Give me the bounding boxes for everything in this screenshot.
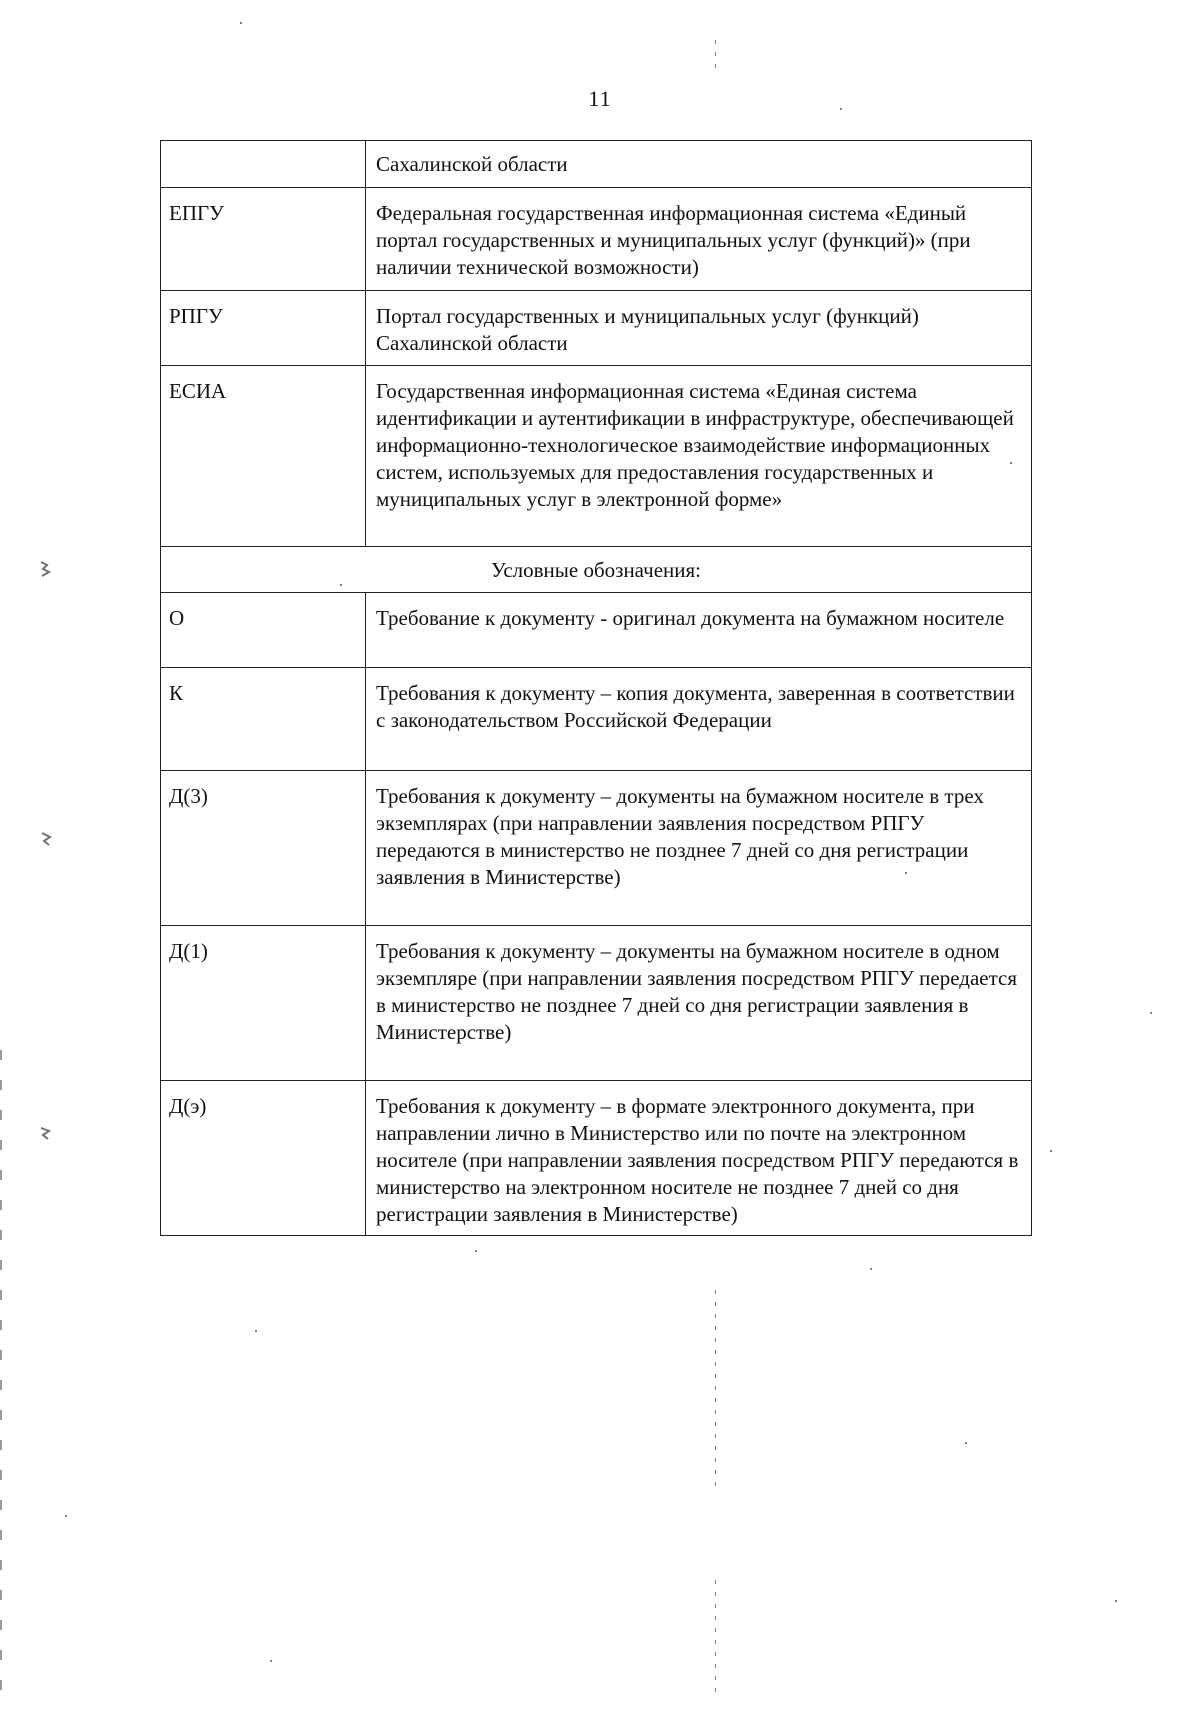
legend-row	[161, 593, 1032, 668]
abbr-cell: ЕСИА	[161, 366, 366, 547]
table-row	[161, 141, 1032, 188]
scan-speck	[1115, 1600, 1117, 1602]
legend-desc-cell: Требования к документу – документы на бумажном носителе в трех экземплярах (при направлении заявления посредством РПГУ передаются в министерство не позднее 7 дней со дня регистрации заявления в Министерстве)	[366, 771, 1032, 926]
legend-abbr-cell: Д(1)	[161, 926, 366, 1081]
scan-speck	[65, 1515, 67, 1517]
scan-speck	[905, 872, 907, 874]
scan-edge-mark	[0, 1050, 2, 1710]
desc-cell: Государственная информационная система «Единая система идентификации и аутентификации в инфраструктуре, обеспечивающей информационно-технологическое взаимодействие информационных систем, используемых для предоставления государственных и муниципальных услуг в электронной форме»	[366, 366, 1032, 547]
abbr-cell: РПГУ	[161, 291, 366, 366]
legend-row	[161, 926, 1032, 1081]
legend-desc-cell: Требования к документу – документы на бумажном носителе в одном экземпляре (при направлении заявления посредством РПГУ передается в министерство не позднее 7 дней со дня регистрации заявления в Министерстве)	[366, 926, 1032, 1081]
section-title: Условные обозначения:	[161, 547, 1032, 593]
scan-dash-mark	[715, 1580, 716, 1700]
desc-cell: Федеральная государственная информационная система «Единый портал государственных и муниципальных услуг (функций)» (при наличии технической возможности)	[366, 188, 1032, 291]
legend-abbr-cell: К	[161, 668, 366, 771]
scan-dash-mark	[715, 1290, 716, 1490]
scan-speck	[1150, 1012, 1152, 1014]
scan-blot-icon	[38, 1125, 52, 1143]
legend-desc-cell: Требования к документу – копия документа, заверенная в соответствии с законодательством Российской Федерации	[366, 668, 1032, 771]
legend-abbr-cell: Д(э)	[161, 1081, 366, 1236]
abbr-cell: ЕПГУ	[161, 188, 366, 291]
section-row	[161, 547, 1032, 593]
page-number: 11	[588, 86, 612, 111]
scan-blot-icon	[40, 830, 54, 848]
legend-abbr-cell: О	[161, 593, 366, 668]
table-row	[161, 366, 1032, 547]
scan-speck	[475, 1250, 477, 1252]
scan-speck	[870, 1268, 872, 1270]
scan-blot-icon	[38, 560, 52, 578]
table-row	[161, 291, 1032, 366]
scan-speck	[270, 1660, 272, 1662]
desc-cell: Портал государственных и муниципальных услуг (функций) Сахалинской области	[366, 291, 1032, 366]
legend-row	[161, 668, 1032, 771]
legend-row	[161, 1081, 1032, 1236]
abbr-cell	[161, 141, 366, 188]
scan-speck	[240, 22, 242, 24]
abbreviations-table	[160, 140, 1032, 1236]
legend-row	[161, 771, 1032, 926]
scan-speck	[840, 108, 842, 110]
scan-speck	[255, 1330, 257, 1332]
desc-cell: Сахалинской области	[366, 141, 1032, 188]
scan-speck	[1050, 1150, 1052, 1152]
scan-speck	[340, 584, 342, 586]
scan-dash-mark	[715, 40, 716, 70]
scan-speck	[965, 1442, 967, 1444]
scan-speck	[1010, 462, 1012, 464]
legend-abbr-cell: Д(3)	[161, 771, 366, 926]
table-row	[161, 188, 1032, 291]
legend-desc-cell: Требование к документу - оригинал документа на бумажном носителе	[366, 593, 1032, 668]
legend-desc-cell: Требования к документу – в формате электронного документа, при направлении лично в Министерство или по почте на электронном носителе (при направлении заявления посредством РПГУ передаются в министерство на электронном носителе не позднее 7 дней со дня регистрации заявления в Министерстве)	[366, 1081, 1032, 1236]
